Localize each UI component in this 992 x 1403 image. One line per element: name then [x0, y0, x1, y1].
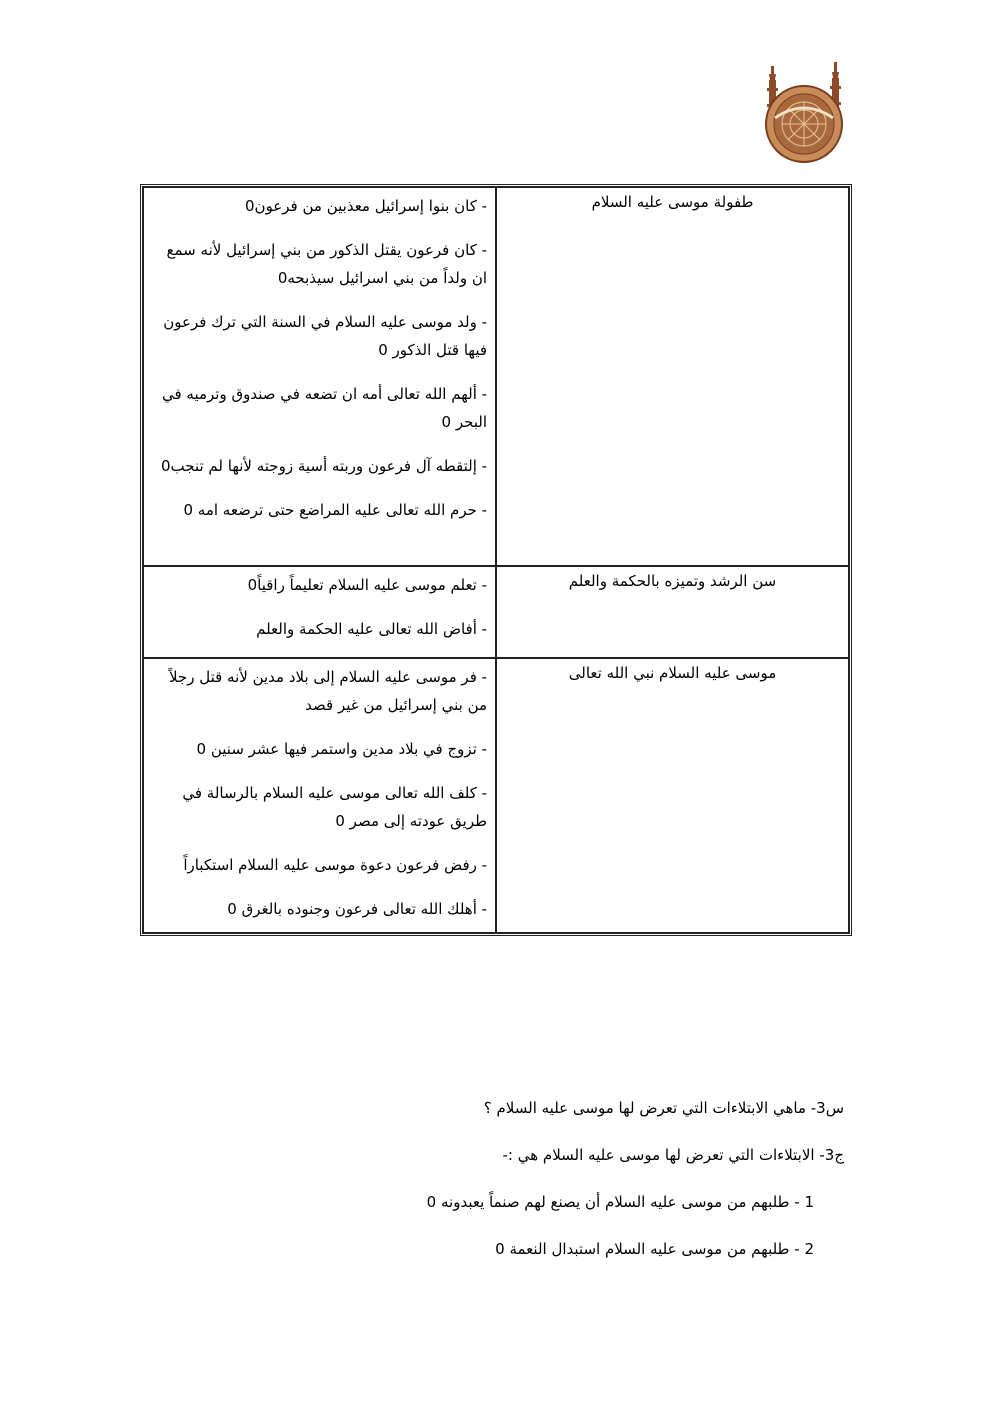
table-row	[143, 566, 849, 658]
detail-line: - تزوج في بلاد مدين واستمر فيها عشر سنين 0	[196, 740, 488, 758]
answer-item: 1 - طلبهم من موسى عليه السلام أن يصنع لهم صنماً يعبدونه 0	[426, 1193, 814, 1211]
answer-intro: ج3- الابتلاءات التي تعرض لها موسى عليه السلام هي :-	[502, 1146, 844, 1164]
topic-cell	[496, 566, 849, 658]
topic-title: طفولة موسى عليه السلام	[591, 193, 754, 211]
detail-line: - ولد موسى عليه السلام في السنة التي ترك فرعون فيها قتل الذكور 0	[163, 313, 488, 359]
detail-line: - كلف الله تعالى موسى عليه السلام بالرسالة في طريق عودته إلى مصر 0	[182, 784, 488, 830]
topic-cell	[496, 658, 849, 933]
topic-title: موسى عليه السلام نبي الله تعالى	[568, 664, 777, 682]
details-cell	[143, 566, 496, 658]
topic-cell	[496, 187, 849, 566]
detail-line: - تعلم موسى عليه السلام تعليماً راقياً0	[247, 576, 488, 594]
detail-line: - حرم الله تعالى عليه المراضع حتى ترضعه امه 0	[183, 501, 488, 519]
detail-line: - أهلك الله تعالى فرعون وجنوده بالغرق 0	[227, 900, 488, 918]
details-cell	[143, 658, 496, 933]
answer-item: 2 - طلبهم من موسى عليه السلام استبدال النعمة 0	[495, 1240, 814, 1258]
question-answer-section	[144, 1096, 844, 1284]
detail-line: - ألهم الله تعالى أمه ان تضعه في صندوق وترميه في البحر 0	[161, 385, 488, 431]
detail-line: - إلتقطه آل فرعون وربته أسية زوجته لأنها لم تنجب0	[161, 457, 488, 475]
table-row	[143, 187, 849, 566]
detail-line: - كان بنوا إسرائيل معذبين من فرعون0	[245, 197, 488, 215]
lesson-table	[140, 184, 852, 936]
table-row	[143, 658, 849, 933]
mosque-emblem-icon	[763, 58, 845, 166]
details-cell	[143, 187, 496, 566]
detail-line: - كان فرعون يقتل الذكور من بني إسرائيل لأنه سمع ان ولداً من بني اسرائيل سيذبحه0	[166, 241, 488, 287]
detail-line: - رفض فرعون دعوة موسى عليه السلام استكباراً	[183, 856, 488, 874]
detail-line: - أفاض الله تعالى عليه الحكمة والعلم	[256, 620, 488, 638]
detail-line: - فر موسى عليه السلام إلى بلاد مدين لأنه قتل رجلاً من بني إسرائيل من غير قصد	[168, 668, 488, 714]
question-text: س3- ماهي الابتلاءات التي تعرض لها موسى عليه السلام ؟	[483, 1099, 844, 1117]
topic-title: سن الرشد وتميزه بالحكمة والعلم	[568, 572, 777, 590]
